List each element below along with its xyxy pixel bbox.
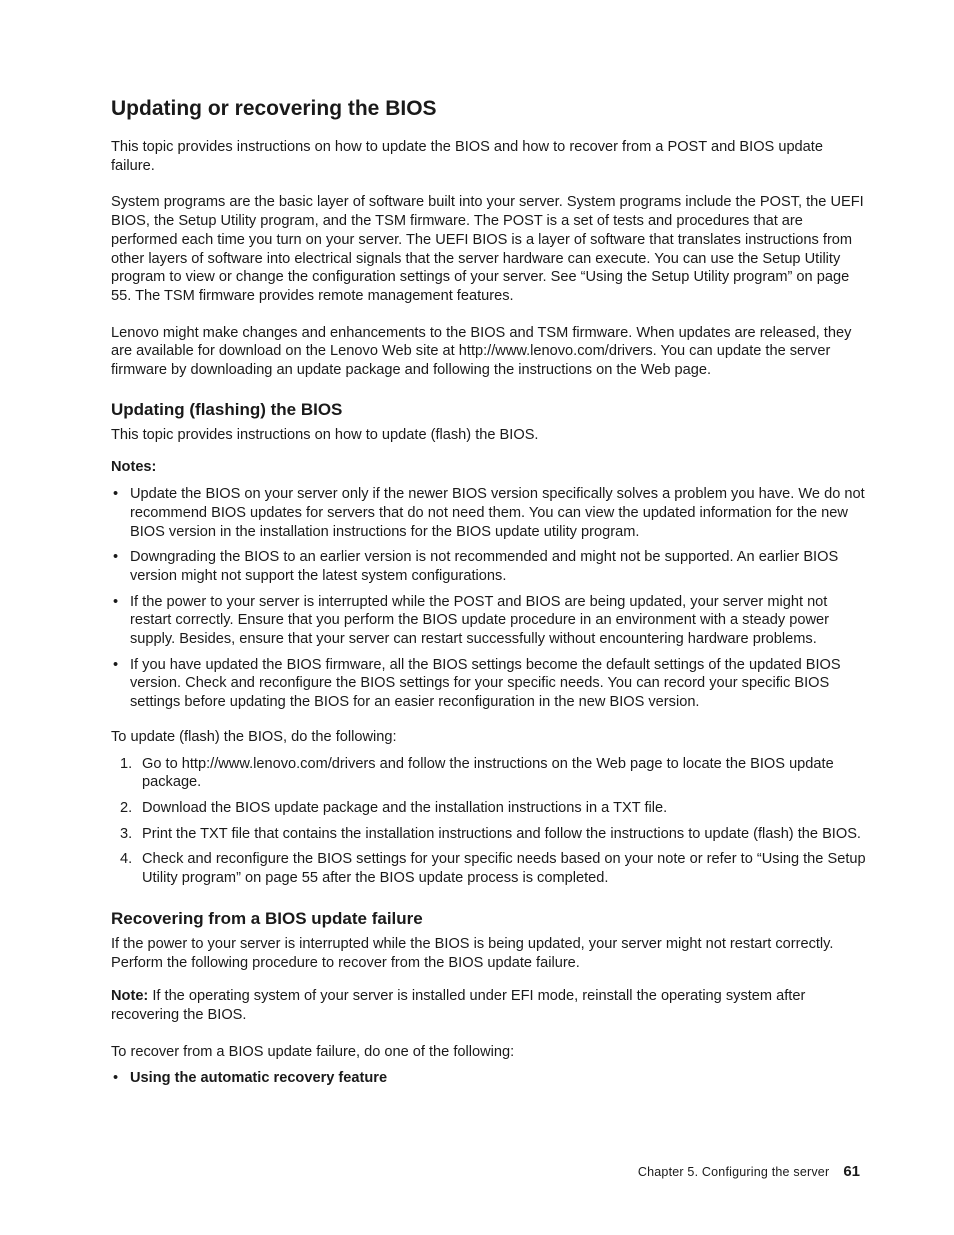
bullet-marker: •: [113, 593, 119, 610]
list-item: 1. Go to http://www.lenovo.com/drivers and follow the instructions on the Web page to locate the BIOS update package.: [120, 755, 834, 791]
page-number: 61: [843, 1163, 860, 1180]
lenovo-updates-paragraph: Lenovo might make changes and enhancements to the BIOS and TSM firmware. When updates are released, they are available for download on the Lenovo Web site at http://www.lenovo.com/drivers. You can update the server firmware by downloading an update package and following the instructions on the Web page.: [111, 324, 852, 379]
step-number: 1.: [120, 755, 133, 772]
bullet-marker: •: [113, 486, 119, 503]
page-title: Updating or recovering the BIOS: [111, 97, 437, 120]
list-item: 3. Print the TXT file that contains the installation instructions and follow the instructions to update (flash) the BIOS.: [120, 825, 861, 842]
list-item: • Update the BIOS on your server only if the newer BIOS version specifically solves a problem you have. We do not recommend BIOS updates for servers that do not need them. You can view the updated information for the new BIOS version in the installation instructions for the BIOS update utility program.: [113, 486, 865, 540]
note-label: Note:: [111, 988, 149, 1005]
flash-heading: Updating (flashing) the BIOS: [111, 399, 343, 419]
intro-paragraph: This topic provides instructions on how to update the BIOS and how to recover from a POST and BIOS update failure.: [111, 139, 823, 174]
notes-list: [111, 485, 866, 712]
notes-label: Notes:: [111, 459, 157, 476]
document-page: [111, 95, 866, 1095]
recover-options-intro: To recover from a BIOS update failure, do one of the following:: [111, 1043, 515, 1060]
bullet-marker: •: [113, 1070, 119, 1087]
steps-list: [111, 755, 866, 888]
step-number: 4.: [120, 851, 133, 868]
list-item: • If you have updated the BIOS firmware, all the BIOS settings become the default settings of the updated BIOS version. Check and reconfigure the BIOS settings for your specific needs. You can record your specific BIOS settings before updating the BIOS for an easier reconfiguration in the new BIOS version.: [113, 656, 841, 711]
list-item: 4. Check and reconfigure the BIOS settings for your specific needs based on your note or refer to “Using the Setup Utility program” on page 55 after the BIOS update process is completed.: [120, 851, 866, 887]
recover-intro: If the power to your server is interrupted while the BIOS is being updated, your server might not restart correctly. Perform the following procedure to recover from the BIOS update failure.: [111, 935, 834, 971]
list-item: • Using the automatic recovery feature: [113, 1070, 388, 1087]
bullet-marker: •: [113, 656, 119, 673]
page-footer: [638, 1162, 860, 1182]
bullet-marker: •: [113, 549, 119, 566]
list-item: 2. Download the BIOS update package and the installation instructions in a TXT file.: [120, 799, 668, 816]
steps-intro: To update (flash) the BIOS, do the following:: [111, 728, 397, 745]
efi-note: [111, 987, 866, 1024]
step-number: 2.: [120, 799, 133, 816]
list-item: • If the power to your server is interrupted while the POST and BIOS are being updated, your server might not restart correctly. Ensure that you perform the BIOS update procedure in an environment with a steady power supply. Besides, ensure that your server can restart successfully without encountering hardware problems.: [113, 593, 829, 648]
step-number: 3.: [120, 825, 133, 842]
recover-heading: Recovering from a BIOS update failure: [111, 908, 423, 928]
recover-options-list: [111, 1069, 866, 1088]
flash-intro: This topic provides instructions on how to update (flash) the BIOS.: [111, 426, 539, 443]
list-item: • Downgrading the BIOS to an earlier version is not recommended and might not be supported. An earlier BIOS version might not support the latest system configurations.: [113, 549, 839, 584]
chapter-label: Chapter 5. Configuring the server: [637, 1165, 830, 1179]
system-programs-paragraph: System programs are the basic layer of software built into your server. System programs include the POST, the UEFI BIOS, the Setup Utility program, and the TSM firmware. The POST is a set of tests and procedures that are performed each time you turn on your server. The UEFI BIOS is a layer of software that translates instructions from other layers of software into electrical signals that the server hardware can execute. You can use the Setup Utility program to view or change the configuration settings of your server. See “Using the Setup Utility program” on page 55. The TSM firmware provides remote management features.: [111, 194, 864, 304]
note-text: If the operating system of your server is installed under EFI mode, reinstall the operating system after recovering the BIOS.: [111, 988, 806, 1023]
